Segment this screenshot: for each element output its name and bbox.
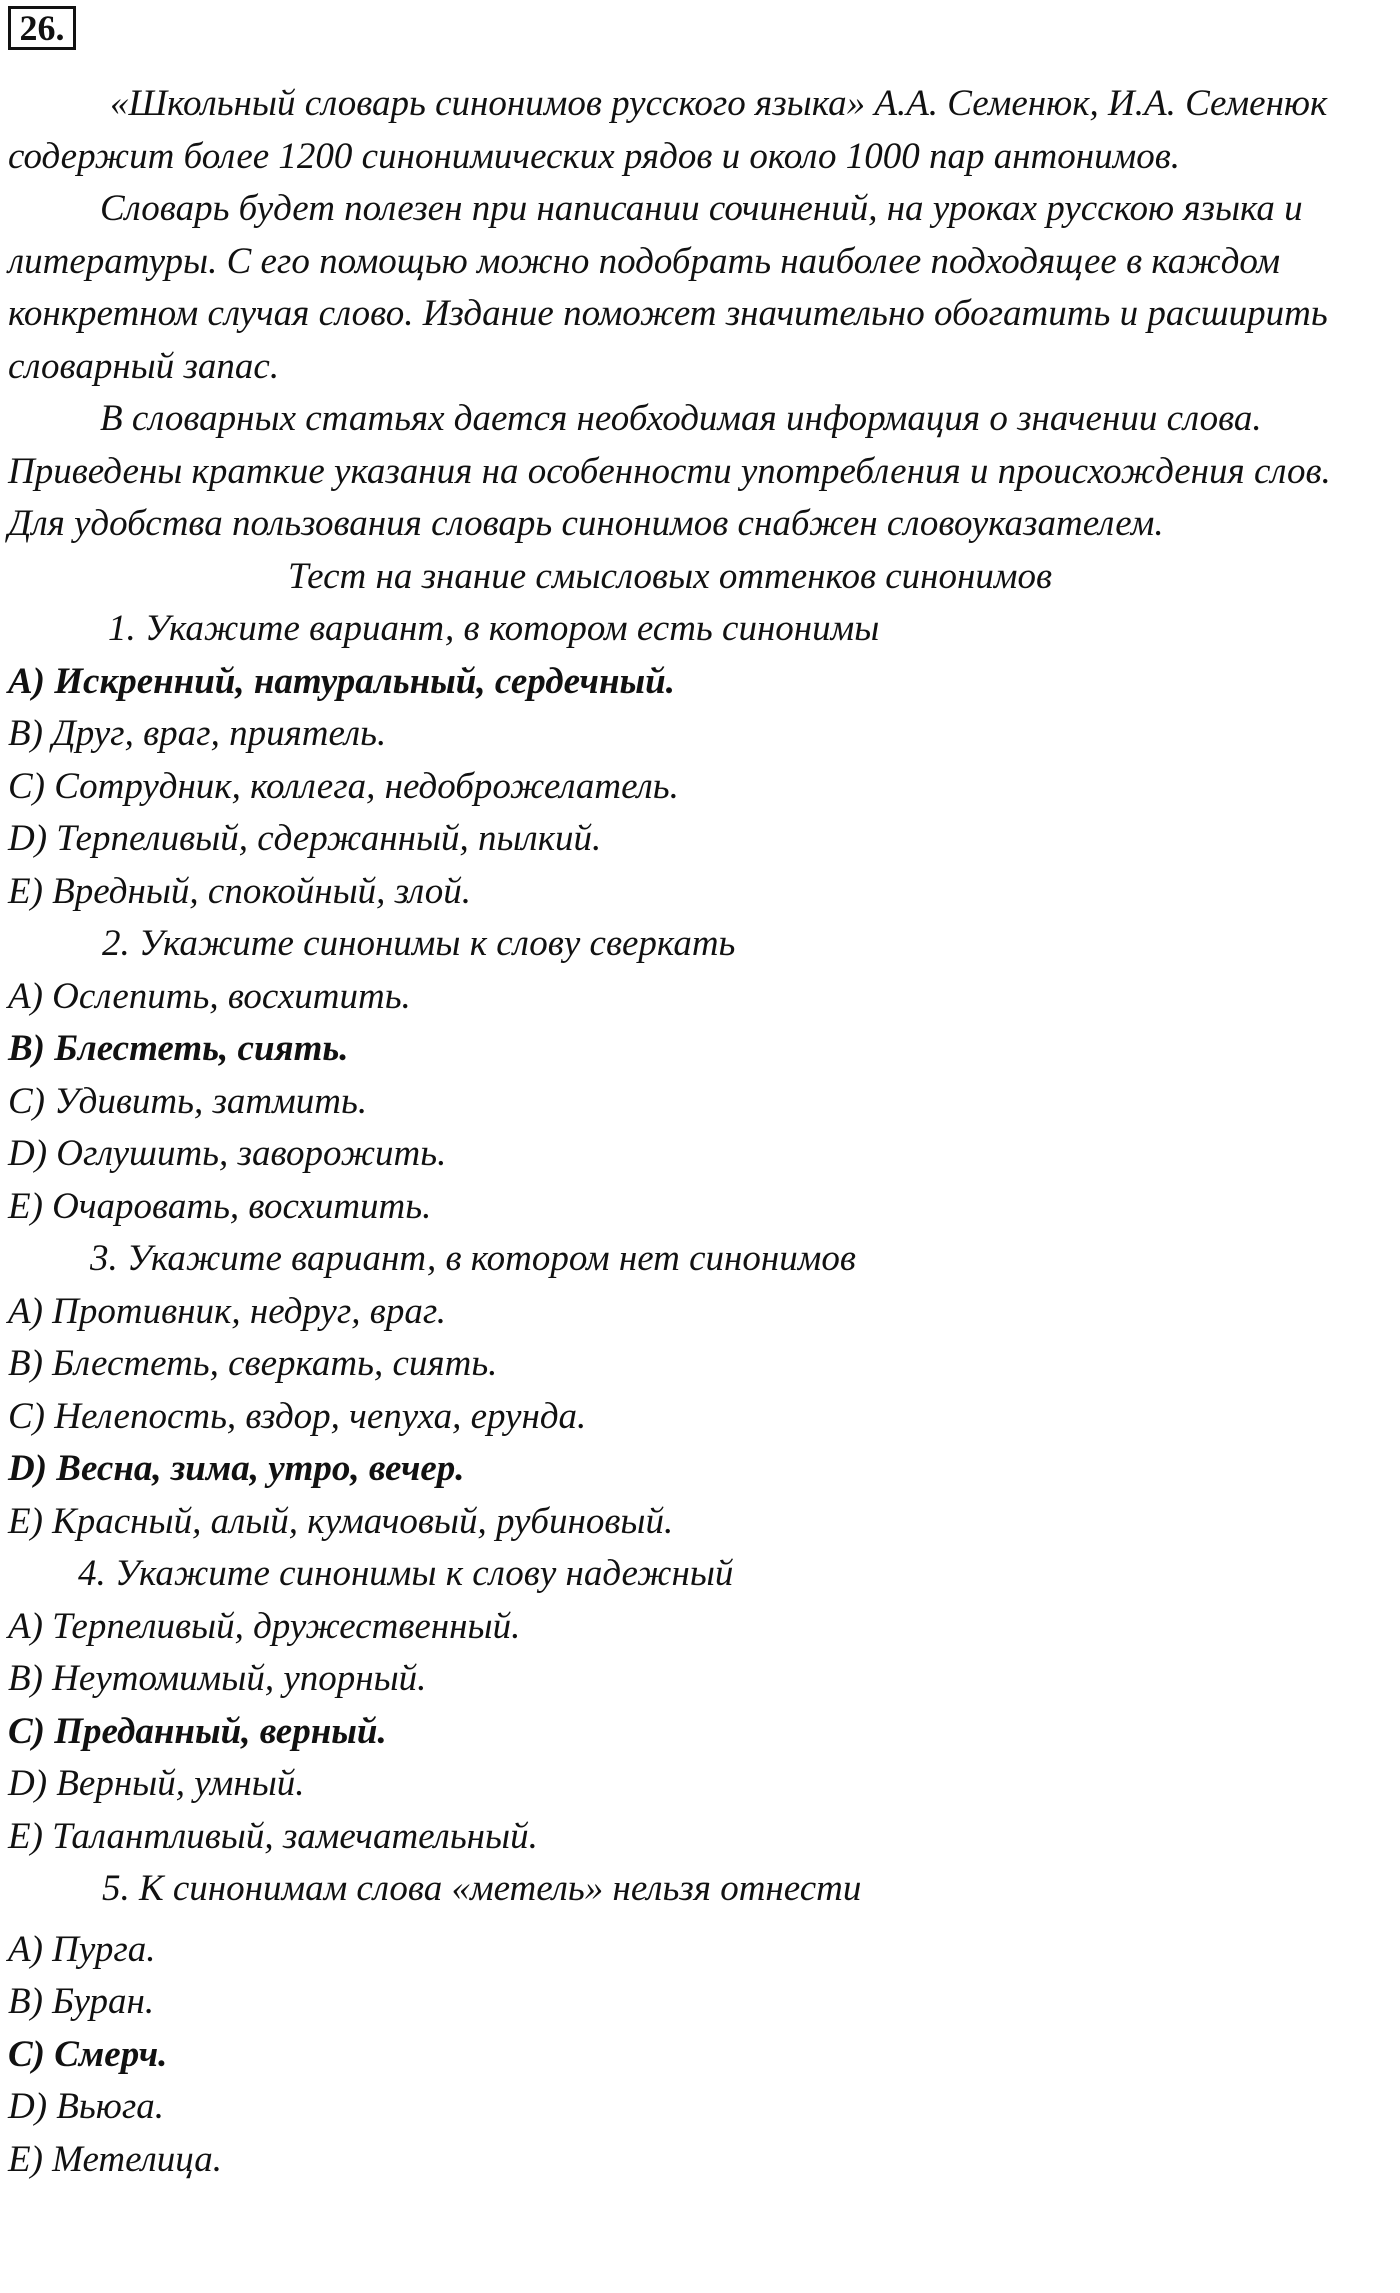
question-3-option-a: А) Противник, недруг, враг. <box>8 1290 447 1332</box>
question-5-option-e: Е) Метелица. <box>8 2138 222 2180</box>
question-3-option-b: В) Блестеть, сверкать, сиять. <box>8 1343 498 1384</box>
question-1-option-a: А) Искренний, натуральный, сердечный. <box>8 660 676 702</box>
intro-paragraph-3: В словарных статьях дается необходимая информация о значении слова. Приведены краткие указания на особенности употребления и происхождения слов. Для удобства пользования словарь синонимов снабжен словоуказателем. <box>8 398 1331 544</box>
question-4-text: 4. Укажите синонимы к слову надежный <box>78 1553 734 1594</box>
question-4-option-a: А) Терпеливый, дружественный. <box>8 1605 521 1647</box>
question-3-option-d: D) Весна, зима, утро, вечер. <box>8 1448 465 1489</box>
question-3-text: 3. Укажите вариант, в котором нет синонимов <box>90 1238 856 1279</box>
intro-paragraph-1: «Школьный словарь синонимов русского языка» А.А. Семенюк, И.А. Семенюк содержит более 1200 синонимических рядов и около 1000 пар антонимов. <box>8 83 1328 177</box>
question-3-option-c: С) Нелепость, вздор, чепуха, ерунда. <box>8 1395 587 1437</box>
question-1-option-d: D) Терпеливый, сдержанный, пылкий. <box>8 818 602 859</box>
question-2-option-e: Е) Очаровать, восхитить. <box>8 1185 432 1227</box>
question-2-option-a: А) Ослепить, восхитить. <box>8 975 411 1017</box>
test-title: Тест на знание смысловых оттенков синонимов <box>287 555 1053 597</box>
question-4-option-e: Е) Талантливый, замечательный. <box>8 1815 538 1857</box>
question-5-option-c: С) Смерч. <box>8 2033 168 2075</box>
question-3-option-e: Е) Красный, алый, кумачовый, рубиновый. <box>8 1500 674 1542</box>
question-5-text: 5. К синонимам слова «метель» нельзя отнести <box>102 1868 862 1909</box>
question-4-option-c: С) Преданный, верный. <box>8 1710 387 1752</box>
question-5-option-b: В) Буран. <box>8 1981 155 2022</box>
intro-paragraph-2: Словарь будет полезен при написании сочинений, на уроках русскою языка и литературы. С его помощью можно подобрать наиболее подходящее в каждом конкретном случая слово. Издание поможет значительно обогатить и расширить словарный запас. <box>8 188 1328 387</box>
question-1-option-b: В) Друг, враг, приятель. <box>8 713 387 754</box>
question-1-option-e: Е) Вредный, спокойный, злой. <box>8 870 471 912</box>
question-1-text: 1. Укажите вариант, в котором есть синонимы <box>108 608 880 649</box>
document-body <box>8 78 1392 2186</box>
task-number-badge: 26. <box>8 6 76 50</box>
question-2-option-d: D) Оглушить, заворожить. <box>8 1133 447 1174</box>
question-2-option-c: С) Удивить, затмить. <box>8 1080 368 1122</box>
question-4-option-d: D) Верный, умный. <box>8 1763 305 1804</box>
question-4-option-b: В) Неутомимый, упорный. <box>8 1658 427 1699</box>
question-2-option-b: В) Блестеть, сиять. <box>8 1028 349 1069</box>
question-5-option-d: D) Вьюга. <box>8 2086 165 2127</box>
question-5-option-a: А) Пурга. <box>8 1928 156 1970</box>
question-1-option-c: С) Сотрудник, коллега, недоброжелатель. <box>8 765 679 807</box>
question-2-text: 2. Укажите синонимы к слову сверкать <box>102 923 736 964</box>
